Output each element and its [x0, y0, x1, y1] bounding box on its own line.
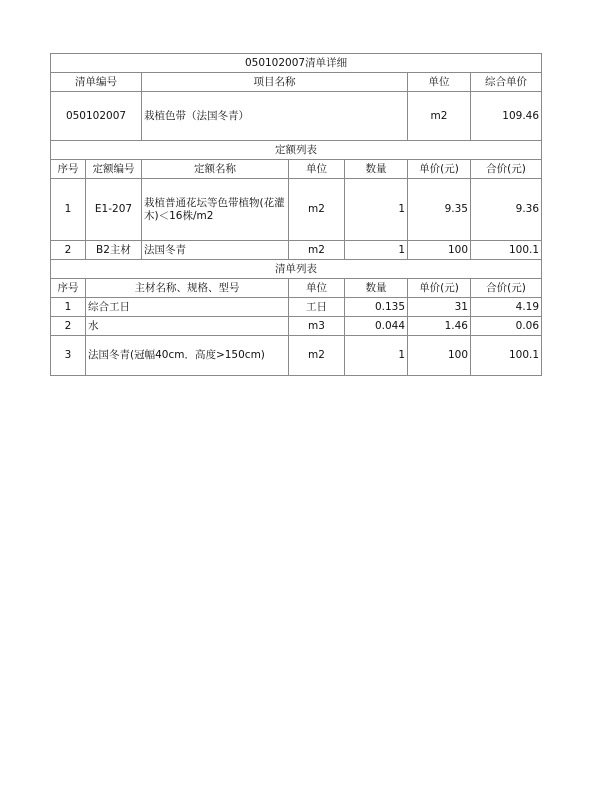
quota-total: 100.1: [471, 241, 542, 260]
material-unit: m2: [289, 336, 345, 376]
material-qty: 1: [345, 336, 408, 376]
material-name: 水: [86, 317, 289, 336]
materials-header-unit: 单位: [289, 279, 345, 298]
quota-qty: 1: [345, 179, 408, 241]
bill-row: [51, 92, 542, 141]
material-no: 2: [51, 317, 86, 336]
quota-header-row: [51, 160, 542, 179]
quota-header-code: 定额编号: [86, 160, 142, 179]
material-name: 法国冬青(冠幅40cm．高度>150cm): [86, 336, 289, 376]
bill-code: 050102007: [51, 92, 142, 141]
materials-header-price: 单价(元): [408, 279, 471, 298]
material-price: 1.46: [408, 317, 471, 336]
material-price: 100: [408, 336, 471, 376]
materials-header-name: 主材名称、规格、型号: [86, 279, 289, 298]
bill-name: 栽植色带（法国冬青）: [142, 92, 408, 141]
material-total: 4.19: [471, 298, 542, 317]
material-price: 31: [408, 298, 471, 317]
table-row: [51, 179, 542, 241]
header-unit-price: 综合单价: [471, 73, 542, 92]
header-bill-code: 清单编号: [51, 73, 142, 92]
quota-name: 法国冬青: [142, 241, 289, 260]
quota-qty: 1: [345, 241, 408, 260]
material-no: 3: [51, 336, 86, 376]
quota-total: 9.36: [471, 179, 542, 241]
quota-price: 100: [408, 241, 471, 260]
materials-header-qty: 数量: [345, 279, 408, 298]
table-row: [51, 298, 542, 317]
quota-header-total: 合价(元): [471, 160, 542, 179]
bill-detail-table: [50, 53, 542, 376]
quota-header-no: 序号: [51, 160, 86, 179]
bill-unit: m2: [408, 92, 471, 141]
quota-code: B2主材: [86, 241, 142, 260]
materials-header-total: 合价(元): [471, 279, 542, 298]
header-item-name: 项目名称: [142, 73, 408, 92]
material-qty: 0.044: [345, 317, 408, 336]
material-no: 1: [51, 298, 86, 317]
sheet-title: 050102007清单详细: [51, 54, 542, 73]
header-unit: 单位: [408, 73, 471, 92]
quota-section-title: 定额列表: [51, 141, 542, 160]
quota-header-price: 单价(元): [408, 160, 471, 179]
table-row: [51, 241, 542, 260]
quota-no: 1: [51, 179, 86, 241]
bill-unit-price: 109.46: [471, 92, 542, 141]
quota-header-unit: 单位: [289, 160, 345, 179]
material-unit: m3: [289, 317, 345, 336]
material-name: 综合工日: [86, 298, 289, 317]
quota-header-qty: 数量: [345, 160, 408, 179]
quota-unit: m2: [289, 241, 345, 260]
quota-header-name: 定额名称: [142, 160, 289, 179]
quota-section-row: [51, 141, 542, 160]
material-unit: 工日: [289, 298, 345, 317]
bill-header-row: [51, 73, 542, 92]
quota-code: E1-207: [86, 179, 142, 241]
table-row: [51, 317, 542, 336]
quota-unit: m2: [289, 179, 345, 241]
materials-section-title: 清单列表: [51, 260, 542, 279]
material-total: 100.1: [471, 336, 542, 376]
title-row: [51, 54, 542, 73]
quota-price: 9.35: [408, 179, 471, 241]
materials-section-row: [51, 260, 542, 279]
quota-no: 2: [51, 241, 86, 260]
materials-header-row: [51, 279, 542, 298]
table-row: [51, 336, 542, 376]
material-total: 0.06: [471, 317, 542, 336]
quota-name: 栽植普通花坛等色带植物(花灌木)＜16株/m2: [142, 179, 289, 241]
materials-header-no: 序号: [51, 279, 86, 298]
material-qty: 0.135: [345, 298, 408, 317]
